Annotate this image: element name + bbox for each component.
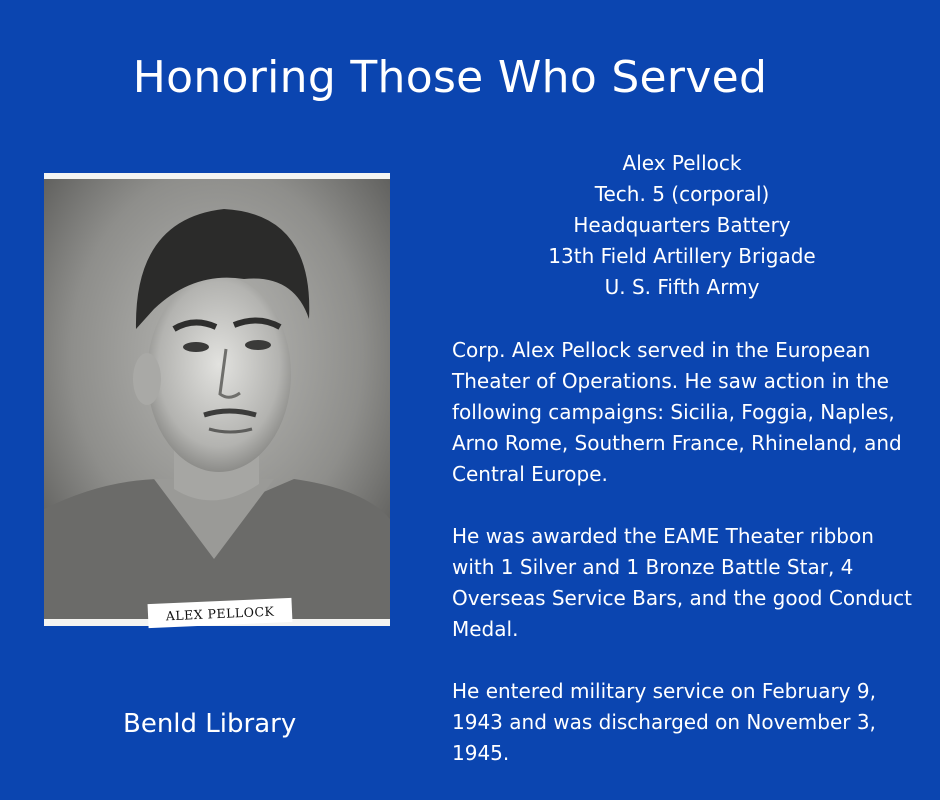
unit-army: U. S. Fifth Army [604,275,760,299]
bio-paragraph-campaigns: Corp. Alex Pellock served in the European Theater of Operations. He saw action in the following campaigns: Sicilia, Foggia, Naples, Arno Rome, Southern France, Rhineland, and Central Europe. [452,338,902,486]
unit-battery: Headquarters Battery [573,213,791,237]
bio-paragraph-service-dates: He entered military service on February 9, 1943 and was discharged on November 3, 1945. [452,679,876,765]
library-credit: Benld Library [123,709,297,739]
biography [452,335,922,800]
page-title: Honoring Those Who Served [132,52,768,103]
rank: Tech. 5 (corporal) [594,182,770,206]
bio-paragraph-awards: He was awarded the EAME Theater ribbon with 1 Silver and 1 Bronze Battle Star, 4 Overseas Service Bars, and the good Conduct Medal. [452,524,912,641]
service-info [452,148,912,303]
soldier-name: Alex Pellock [622,151,742,175]
photo-name-label: ALEX PELLOCK [148,598,293,628]
portrait-photo [44,173,390,626]
portrait-image [44,179,390,619]
unit-brigade: 13th Field Artillery Brigade [548,244,816,268]
